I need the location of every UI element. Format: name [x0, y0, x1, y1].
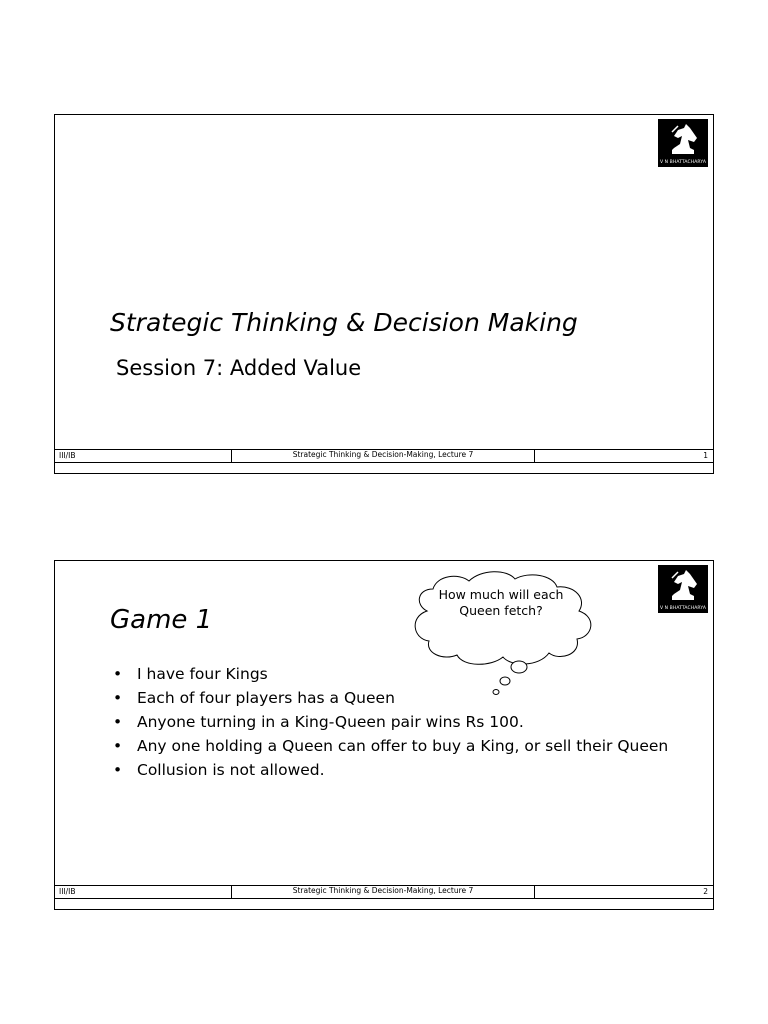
- slide-title: Game 1: [110, 605, 213, 635]
- footer-page-number: 2: [703, 887, 708, 896]
- footer-course: III/IB: [59, 887, 76, 896]
- thought-bubble-text: How much will each Queen fetch?: [438, 587, 564, 618]
- footer-lecture: Strategic Thinking & Decision-Making, Lecture 7: [231, 449, 535, 463]
- slide-1: [54, 114, 714, 474]
- slide-2: [54, 560, 714, 910]
- list-item: • Anyone turning in a King-Queen pair wins Rs 100.: [113, 713, 693, 732]
- footer-lecture: Strategic Thinking & Decision-Making, Lecture 7: [231, 885, 535, 899]
- slide-footer: [55, 449, 713, 463]
- footer-page-number: 1: [703, 451, 708, 460]
- knight-icon: [664, 568, 702, 602]
- list-item: • Any one holding a Queen can offer to buy a King, or sell their Queen: [113, 737, 693, 756]
- knight-icon: [664, 122, 702, 156]
- knight-logo: [658, 119, 708, 167]
- slide-subtitle: Session 7: Added Value: [116, 356, 362, 380]
- logo-text: V N BHATTACHARYA: [659, 606, 707, 611]
- slide-title: Strategic Thinking & Decision Making: [110, 308, 578, 337]
- list-item: • Each of four players has a Queen: [113, 689, 693, 708]
- list-item: • I have four Kings: [113, 665, 693, 684]
- logo-text: V N BHATTACHARYA: [659, 160, 707, 165]
- slide-footer: [55, 885, 713, 899]
- list-item: • Collusion is not allowed.: [113, 761, 693, 780]
- knight-logo: [658, 565, 708, 613]
- footer-course: III/IB: [59, 451, 76, 460]
- bullet-list: [113, 665, 693, 785]
